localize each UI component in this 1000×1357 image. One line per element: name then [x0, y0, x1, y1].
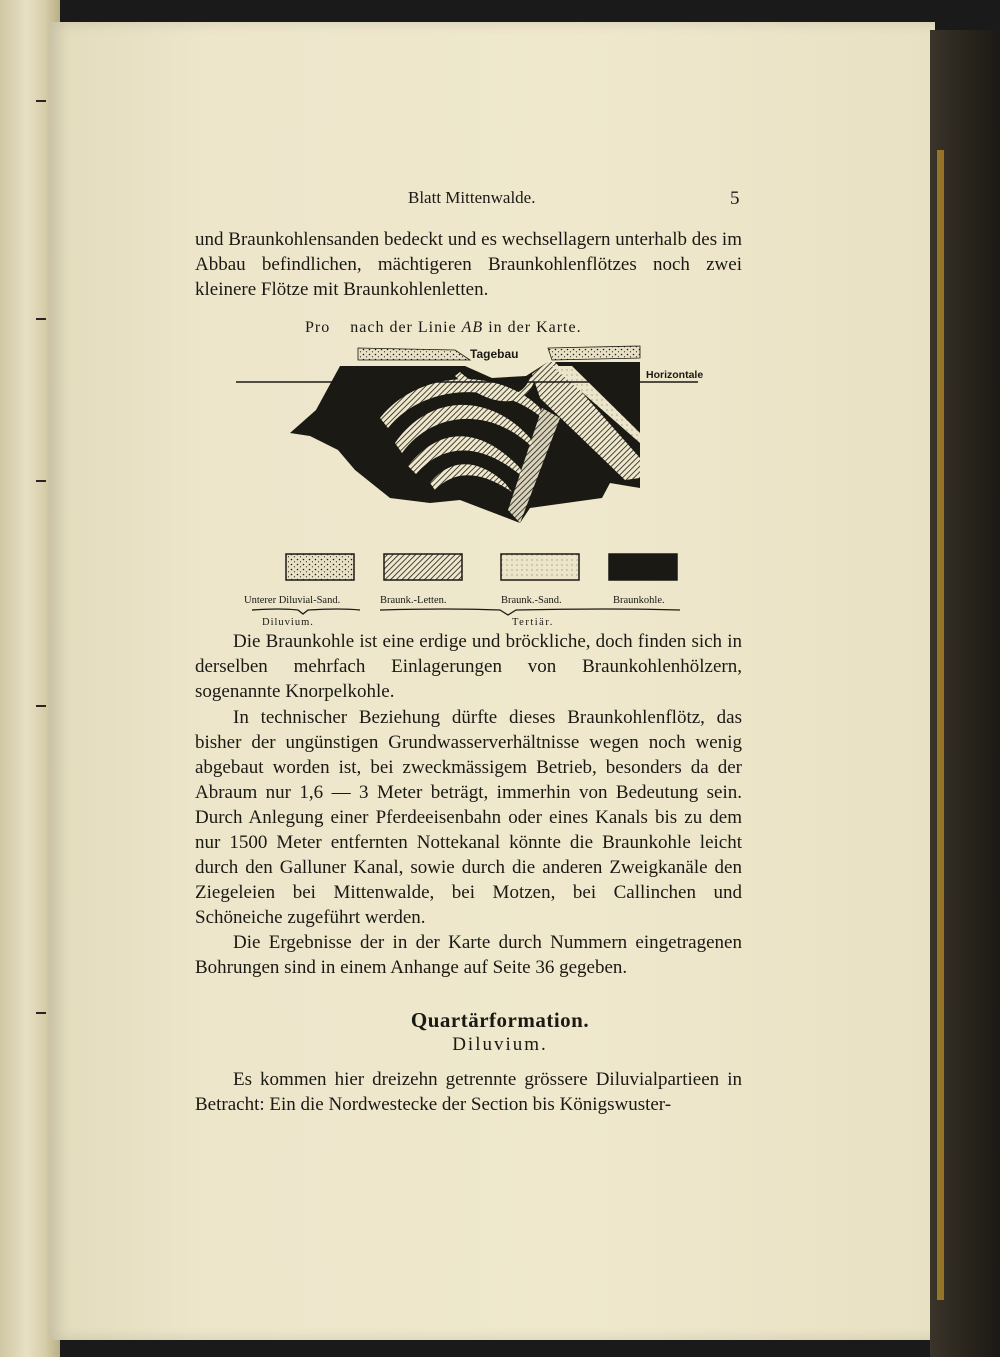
- legend-swatch-diluvial-sand: [286, 554, 354, 580]
- margin-tick: [36, 480, 46, 482]
- legend-swatch-braunk-letten: [384, 554, 462, 580]
- diluvium-brace: [252, 609, 360, 614]
- paragraph-intro: [195, 227, 742, 302]
- legend-label: Braunkohle.: [613, 595, 665, 606]
- figure-caption: [305, 319, 582, 337]
- paragraph-ergebnisse: [195, 930, 742, 980]
- legend-label: Unterer Diluvial-Sand.: [244, 595, 341, 606]
- paragraph-text: Die Ergebnisse der in der Karte durch Nummern eingetragenen Bohrungen sind in einem Anhange auf Seite 36 gegeben.: [195, 932, 742, 978]
- paragraph-text: und Braunkohlensanden bedeckt und es wechsellagern unterhalb des im Abbau befindlichen, mächtigeren Braunkohlenflötzes noch zwei kleinere Flötze mit Braunkohlenletten.: [195, 229, 742, 300]
- legend-label: Braunk.-Sand.: [501, 595, 562, 606]
- margin-tick: [36, 100, 46, 102]
- caption-part: in der Karte.: [488, 319, 582, 336]
- caption-part: nach der Linie: [350, 319, 457, 336]
- paragraph-technik: [195, 705, 742, 930]
- paragraph-diluvium: [195, 1067, 742, 1117]
- caption-line-name: AB: [461, 319, 484, 336]
- legend-swatch-braunk-sand: [501, 554, 579, 580]
- margin-tick: [36, 318, 46, 320]
- legend-label: Braunk.-Letten.: [380, 595, 447, 606]
- legend: [244, 554, 680, 628]
- paragraph-text: Die Braunkohle ist eine erdige und bröckliche, doch finden sich in derselben mehrfach Einlagerungen von Braunkohlenhölzern, sogenannte Knorpelkohle.: [195, 631, 742, 702]
- subsection-heading: Diluvium.: [452, 1034, 548, 1055]
- paragraph-text: Es kommen hier dreizehn getrennte grössere Diluvialpartieen in Betracht: Ein die Nordwestecke der Section bis Königswuster-: [195, 1069, 742, 1115]
- horizontale-label: Horizontale: [646, 369, 704, 381]
- paragraph-text: In technischer Beziehung dürfte dieses Braunkohlenflötz, das bisher der ungünstigen Grundwasserverhältnisse wegen noch wenig abgebaut worden ist, bei zweckmässigem Betrieb, besonders da der Abraum nur 1,6 — 3 Meter beträgt, immerhin von Bedeutung sein. Durch Anlegung einer Pferdeeisenbahn oder eines Kanals bis zu dem nur 1500 Meter entfernten Nottekanal könnte die Braunkohle leicht durch den Galluner Kanal, sowie durch die anderen Zweigkanäle den Ziegeleien bei Mittenwalde, bei Motzen, bei Callinchen und Schöneiche zugeführt werden.: [195, 707, 742, 928]
- paragraph-braunkohle: [195, 629, 742, 704]
- cover-gilt-edge: [937, 150, 944, 1300]
- profile-section: [236, 346, 698, 523]
- page-number: 5: [730, 188, 740, 209]
- margin-tick: [36, 705, 46, 707]
- group-label: Diluvium.: [262, 617, 314, 628]
- caption-part: Pro: [305, 319, 331, 336]
- running-title: Blatt Mittenwalde.: [408, 188, 536, 207]
- geological-profile-figure: [230, 338, 710, 628]
- tagebau-label: Tagebau: [470, 347, 519, 361]
- tertiaer-brace: [380, 609, 680, 615]
- section-heading: Quartärformation.: [410, 1008, 590, 1032]
- group-label: Tertiär.: [512, 617, 554, 628]
- legend-swatch-braunkohle: [609, 554, 677, 580]
